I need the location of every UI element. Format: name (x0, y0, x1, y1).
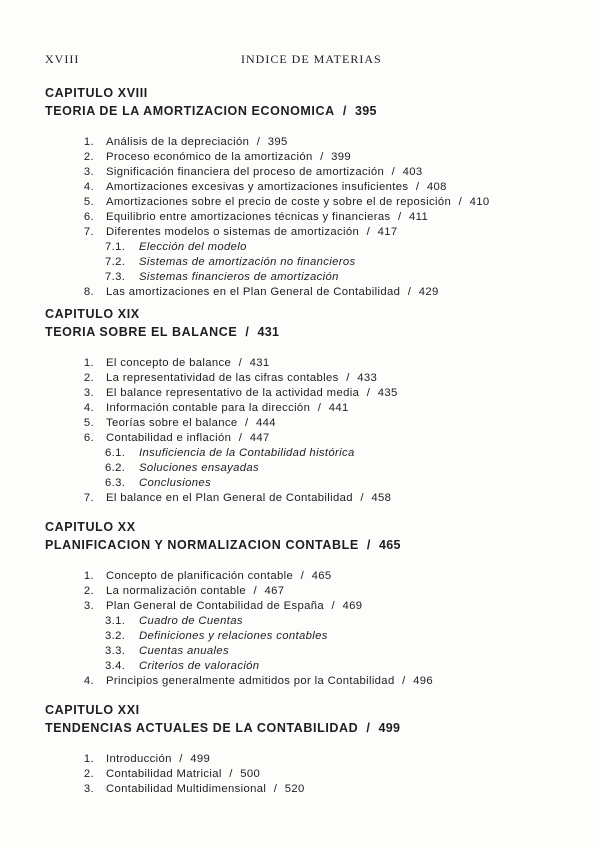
entry-line (106, 285, 439, 300)
chapter-title: TENDENCIAS ACTUALES DE LA CONTABILIDAD (45, 721, 359, 735)
page-header (45, 52, 565, 68)
entry-page: 411 (409, 211, 429, 223)
toc-subentry (45, 270, 585, 285)
separator: / (229, 768, 233, 780)
separator: / (245, 417, 249, 429)
entry-number: 7. (83, 226, 94, 238)
subentry-text: Insuficiencia de la Contabilidad histórica (139, 447, 355, 459)
chapter-items (45, 356, 585, 506)
toc-entry (45, 210, 585, 225)
entry-text: Equilibrio entre amortizaciones técnicas y financieras (106, 211, 391, 223)
entry-line (106, 782, 305, 797)
subentry-text: Soluciones ensayadas (139, 462, 260, 474)
entry-text: Introducción (106, 753, 172, 765)
toc-entry (45, 180, 585, 195)
toc-entry (45, 584, 585, 599)
entry-line (106, 180, 447, 195)
entry-number: 5. (83, 196, 94, 208)
toc-entry (45, 401, 585, 416)
entry-text: Contabilidad Multidimensional (106, 783, 267, 795)
entry-number: 2. (83, 151, 94, 163)
separator: / (415, 181, 420, 193)
chapter-label: CAPITULO XVIII (45, 86, 148, 100)
entry-text: El balance en el Plan General de Contabilidad (106, 492, 353, 504)
toc-subentry (45, 644, 585, 659)
separator: / (398, 211, 402, 223)
entry-page: 408 (426, 181, 447, 193)
entry-text: La normalización contable (106, 585, 246, 597)
chapter-title: TEORIA DE LA AMORTIZACION ECONOMICA (45, 104, 335, 118)
entry-text: Información contable para la dirección (106, 402, 311, 414)
toc-entry (45, 165, 585, 180)
entry-number: 1. (83, 570, 94, 582)
toc-entry (45, 225, 585, 240)
entry-page: 399 (331, 151, 352, 163)
separator: / (391, 166, 396, 178)
entry-page: 417 (377, 226, 398, 238)
separator: / (366, 387, 371, 399)
toc-subentry (45, 629, 585, 644)
entry-page: 435 (377, 387, 398, 399)
separator: / (366, 226, 371, 238)
entry-number: 3. (83, 166, 94, 178)
toc-subentry (45, 255, 585, 270)
entry-number: 2. (83, 768, 94, 780)
chapter-title-line (45, 537, 585, 553)
toc-entry (45, 569, 585, 584)
entry-line (106, 599, 362, 614)
chapter-page: 395 (354, 104, 377, 118)
page-number: XVIII (45, 52, 80, 66)
chapter-items (45, 752, 585, 797)
entry-page: 433 (357, 372, 378, 384)
entry-text: El concepto de balance (106, 357, 232, 369)
chapter-section (45, 306, 585, 506)
entry-number: 3. (83, 387, 94, 399)
entry-text: Contabilidad Matricial (106, 768, 222, 780)
chapter-label: CAPITULO XX (45, 520, 136, 534)
separator: / (362, 721, 375, 735)
chapter-title-line (45, 720, 585, 736)
subentry-text: Sistemas de amortización no financieros (139, 256, 356, 268)
subentry-text: Criterios de valoración (139, 660, 260, 672)
entry-page: 429 (418, 286, 439, 298)
entry-page: 465 (311, 570, 332, 582)
chapter-label: CAPITULO XIX (45, 307, 140, 321)
chapter-items (45, 569, 585, 689)
toc-subentry (45, 446, 585, 461)
toc-entry (45, 767, 585, 782)
subentry-number: 3.3. (105, 645, 126, 657)
entry-text: Principios generalmente admitidos por la Contabilidad (106, 675, 395, 687)
chapter-title-line (45, 324, 585, 340)
entry-number: 1. (83, 136, 94, 148)
entry-number: 7. (83, 492, 94, 504)
subentry-number: 3.2. (105, 630, 126, 642)
entry-line (106, 150, 351, 165)
entry-page: 403 (402, 166, 423, 178)
entry-text: Contabilidad e inflación (106, 432, 232, 444)
entry-page: 395 (267, 136, 288, 148)
toc-entry (45, 150, 585, 165)
chapter-section (45, 85, 585, 300)
toc-entry (45, 416, 585, 431)
entry-text: Concepto de planificación contable (106, 570, 294, 582)
toc-subentry (45, 476, 585, 491)
entry-page: 500 (240, 768, 261, 780)
entry-number: 4. (83, 675, 94, 687)
entry-line (106, 416, 276, 431)
toc-entry (45, 386, 585, 401)
chapter-section (45, 519, 585, 689)
chapter-title-line (45, 103, 585, 119)
subentry-text: Conclusiones (139, 477, 212, 489)
toc-entry (45, 431, 585, 446)
entry-text: Amortizaciones sobre el precio de coste y sobre el de reposición (106, 196, 452, 208)
chapter-page: 465 (379, 538, 401, 552)
toc-subentry (45, 659, 585, 674)
entry-number: 8. (83, 286, 94, 298)
subentry-text: Elección del modelo (139, 241, 247, 253)
entry-line (106, 401, 349, 416)
entry-number: 3. (83, 783, 94, 795)
entry-number: 5. (83, 417, 94, 429)
separator: / (238, 432, 243, 444)
toc-entry (45, 491, 585, 506)
entry-page: 447 (249, 432, 270, 444)
subentry-number: 3.1. (105, 615, 126, 627)
separator: / (360, 492, 364, 504)
entry-text: Significación financiera del proceso de amortización (106, 166, 385, 178)
entry-number: 3. (83, 600, 94, 612)
separator: / (273, 783, 278, 795)
entry-text: Las amortizaciones en el Plan General de Contabilidad (106, 286, 401, 298)
chapter-items (45, 135, 585, 300)
subentry-number: 7.3. (105, 271, 126, 283)
entry-line (106, 135, 288, 150)
entry-line (106, 195, 490, 210)
entry-number: 4. (83, 181, 94, 193)
separator: / (362, 538, 375, 552)
entry-line (106, 386, 398, 401)
entry-line (106, 752, 210, 767)
entry-text: Teorías sobre el balance (106, 417, 238, 429)
entry-page: 431 (249, 357, 270, 369)
toc-entry (45, 135, 585, 150)
entry-text: Plan General de Contabilidad de España (106, 600, 325, 612)
separator: / (402, 675, 406, 687)
entry-line (106, 569, 332, 584)
entry-number: 6. (83, 211, 94, 223)
separator: / (241, 325, 254, 339)
chapter-title: PLANIFICACION Y NORMALIZACION CONTABLE (45, 538, 359, 552)
separator: / (256, 136, 261, 148)
entry-line (106, 165, 423, 180)
separator: / (458, 196, 463, 208)
running-title: INDICE DE MATERIAS (241, 52, 382, 66)
entry-number: 1. (83, 753, 94, 765)
separator: / (338, 104, 351, 118)
entry-line (106, 210, 428, 225)
toc-entry (45, 782, 585, 797)
entry-page: 467 (264, 585, 285, 597)
toc-entry (45, 674, 585, 689)
toc-entry (45, 599, 585, 614)
entry-line (106, 225, 398, 240)
separator: / (300, 570, 305, 582)
entry-number: 1. (83, 357, 94, 369)
entry-page: 469 (342, 600, 363, 612)
entry-text: Proceso económico de la amortización (106, 151, 313, 163)
entry-text: El balance representativo de la actividad media (106, 387, 360, 399)
toc-subentry (45, 240, 585, 255)
entry-page: 520 (284, 783, 305, 795)
subentry-text: Cuadro de Cuentas (139, 615, 243, 627)
entry-number: 2. (83, 585, 94, 597)
separator: / (253, 585, 257, 597)
entry-line (106, 767, 260, 782)
entry-page: 496 (413, 675, 433, 687)
entry-line (106, 674, 433, 689)
entry-page: 410 (469, 196, 490, 208)
toc-entry (45, 356, 585, 371)
entry-page: 458 (371, 492, 392, 504)
entry-text: La representatividad de las cifras contables (106, 372, 339, 384)
subentry-number: 3.4. (105, 660, 126, 672)
entry-page: 441 (328, 402, 349, 414)
entry-line (106, 431, 270, 446)
subentry-number: 7.2. (105, 256, 126, 268)
toc-subentry (45, 614, 585, 629)
chapter-page: 431 (257, 325, 280, 339)
separator: / (317, 402, 322, 414)
entry-number: 4. (83, 402, 94, 414)
entry-text: Diferentes modelos o sistemas de amortización (106, 226, 360, 238)
chapter-label: CAPITULO XXI (45, 703, 140, 717)
separator: / (346, 372, 350, 384)
subentry-text: Definiciones y relaciones contables (139, 630, 328, 642)
subentry-text: Sistemas financieros de amortización (139, 271, 339, 283)
entry-line (106, 371, 377, 386)
entry-text: Análisis de la depreciación (106, 136, 250, 148)
toc-entry (45, 752, 585, 767)
subentry-number: 7.1. (105, 241, 126, 253)
subentry-number: 6.1. (105, 447, 126, 459)
entry-page: 499 (190, 753, 211, 765)
subentry-text: Cuentas anuales (139, 645, 230, 657)
entry-number: 2. (83, 372, 94, 384)
toc-entry (45, 371, 585, 386)
separator: / (407, 286, 412, 298)
entry-line (106, 491, 391, 506)
subentry-number: 6.2. (105, 462, 126, 474)
toc-subentry (45, 461, 585, 476)
chapter-section (45, 702, 585, 797)
chapter-page: 499 (378, 721, 401, 735)
subentry-number: 6.3. (105, 477, 126, 489)
entry-line (106, 584, 284, 599)
separator: / (179, 753, 183, 765)
separator: / (238, 357, 243, 369)
toc-entry (45, 195, 585, 210)
separator: / (320, 151, 324, 163)
entry-number: 6. (83, 432, 94, 444)
toc-entry (45, 285, 585, 300)
entry-line (106, 356, 270, 371)
separator: / (331, 600, 336, 612)
entry-text: Amortizaciones excesivas y amortizaciones insuficientes (106, 181, 409, 193)
entry-page: 444 (256, 417, 276, 429)
chapter-title: TEORIA SOBRE EL BALANCE (45, 325, 238, 339)
